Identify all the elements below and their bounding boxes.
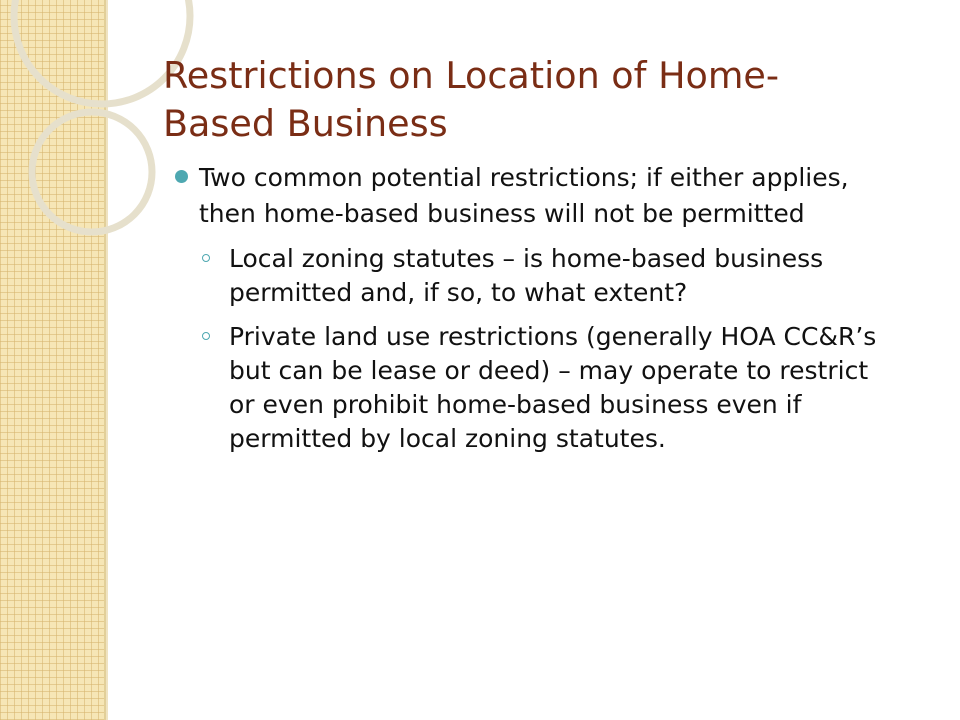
sub-bullet-item — [175, 242, 895, 310]
sub-bullet-ring-icon — [202, 332, 210, 340]
bullet-dot-icon — [175, 170, 188, 183]
slide-title: Restrictions on Location of Home-Based Business — [163, 54, 780, 145]
decorative-ring-small — [32, 112, 152, 232]
bullet-text: Two common potential restrictions; if either applies, then home-based business will not be permitted — [199, 163, 849, 228]
sub-bullet-item — [175, 320, 895, 456]
sub-bullet-text: Local zoning statutes – is home-based business permitted and, if so, to what extent? — [229, 244, 824, 307]
sub-bullet-ring-icon — [202, 254, 210, 262]
slide-body — [175, 160, 895, 456]
bullet-item — [175, 160, 895, 232]
sub-bullet-text: Private land use restrictions (generally HOA CC&R’s but can be lease or deed) – may operate to restrict or even prohibit home-based business even if permitted by local zoning statutes. — [229, 322, 877, 453]
